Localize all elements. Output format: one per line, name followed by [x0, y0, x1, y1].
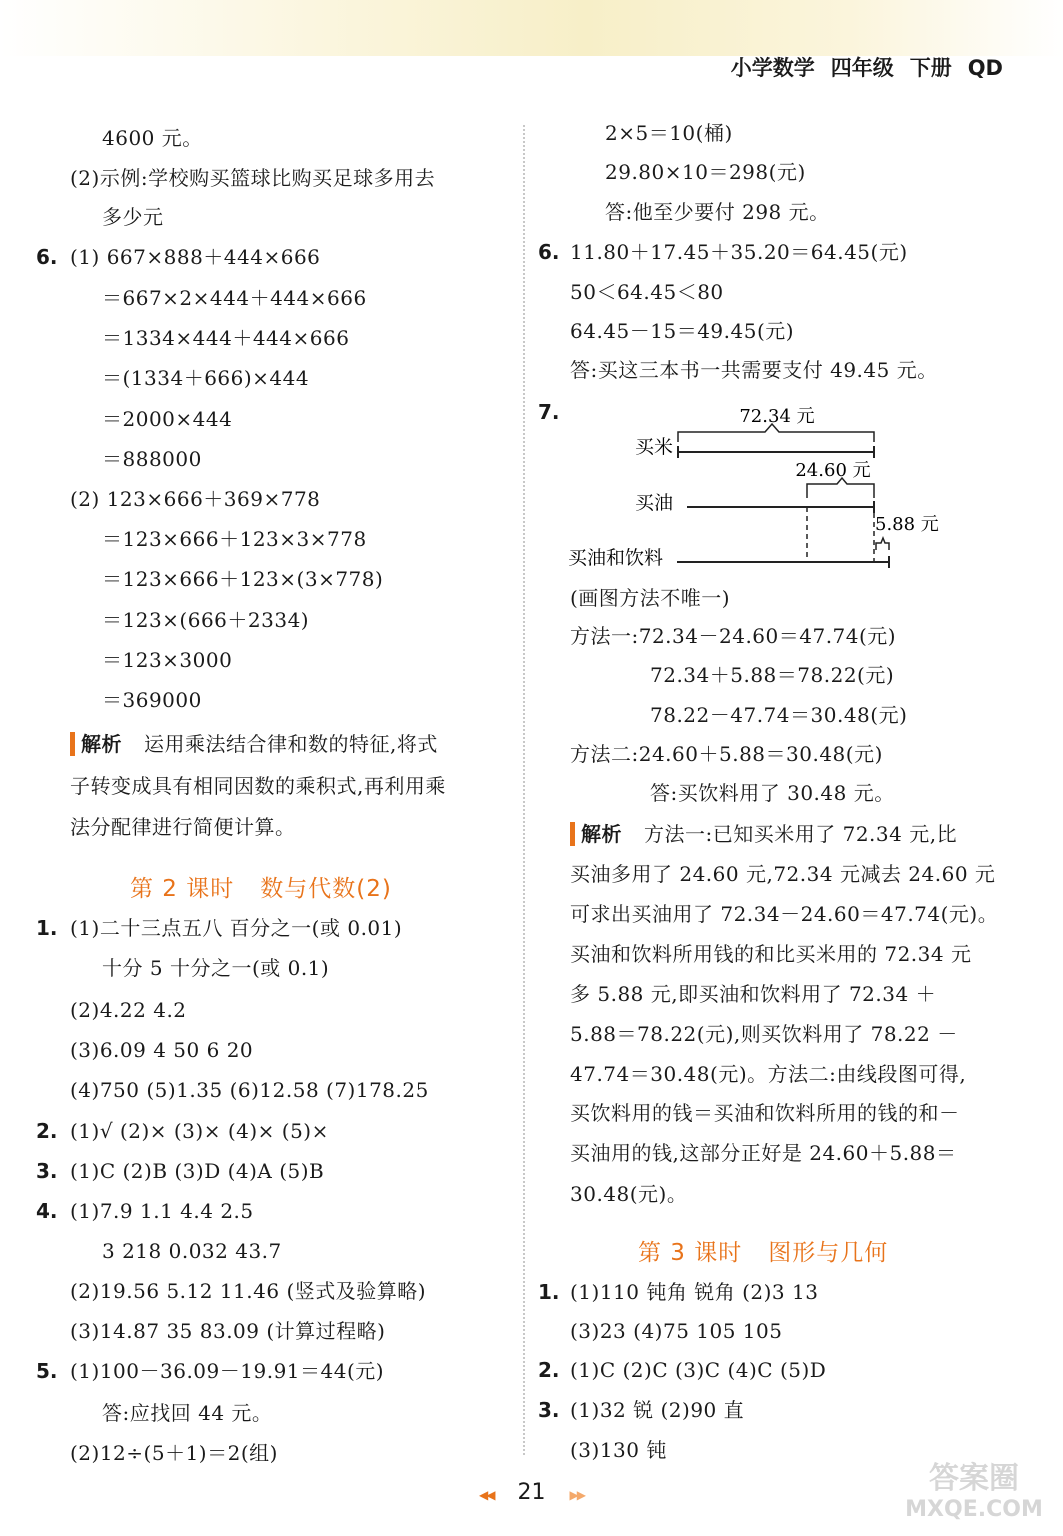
answer-line: 3 218 0.032 43.7: [102, 1239, 282, 1263]
answer-line: (3)130 钝: [570, 1438, 667, 1462]
answer-line: ＝123×666＋123×3×778: [102, 527, 367, 551]
header-band: [0, 0, 1063, 56]
page-number: 21: [517, 1480, 546, 1505]
header-subject: 小学数学: [730, 56, 815, 80]
answer-line: 答:他至少要付 298 元。: [605, 200, 830, 224]
answer-line: 4600 元。: [102, 126, 203, 150]
answer-line: ＝369000: [102, 688, 202, 712]
answer-line: (1)32 锐 (2)90 直: [570, 1398, 745, 1422]
answer-line: 方法二:24.60＋5.88＝30.48(元): [570, 742, 883, 766]
question-number: 6.: [538, 240, 560, 264]
answer-line: 答:买饮料用了 30.48 元。: [650, 781, 895, 805]
answer-line: (3)6.09 4 50 6 20: [70, 1038, 254, 1062]
answer-line: (1) 667×888＋444×666: [70, 245, 321, 269]
answer-line: ＝123×3000: [102, 648, 233, 672]
answer-line: ＝1334×444＋444×666: [102, 326, 350, 350]
answer-line: (1)100－36.09－19.91＝44(元): [70, 1359, 385, 1383]
analysis-line: 法分配律进行简便计算。: [70, 815, 296, 839]
oil-drink-label: 买油和饮料: [568, 547, 664, 569]
analysis-line: 5.88＝78.22(元),则买饮料用了 78.22 －: [570, 1022, 958, 1046]
question-number: 3.: [36, 1159, 58, 1183]
rice-label: 买米: [635, 436, 674, 458]
answer-line: ＝(1334＋666)×444: [102, 366, 310, 390]
question-number: 3.: [538, 1398, 560, 1422]
analysis-line: 30.48(元)。: [570, 1182, 688, 1206]
header-edition: QD: [967, 56, 1003, 80]
section-title: 第 2 课时 数与代数(2): [130, 876, 392, 902]
question-number: 4.: [36, 1199, 58, 1223]
answer-line: (1)C (2)C (3)C (4)C (5)D: [570, 1358, 827, 1382]
analysis-line: 解析 运用乘法结合律和数的特征,将式: [70, 730, 438, 758]
answer-line: (1)C (2)B (3)D (4)A (5)B: [70, 1159, 325, 1183]
analysis-line: 解析 方法一:已知买米用了 72.34 元,比: [570, 820, 957, 848]
analysis-line: 子转变成具有相同因数的乘积式,再利用乘: [70, 774, 446, 798]
answer-line: (2)19.56 5.12 11.46 (竖式及验算略): [70, 1279, 427, 1303]
answer-line: 答:应找回 44 元。: [102, 1401, 273, 1425]
answer-line: 方法一:72.34－24.60＝47.74(元): [570, 624, 897, 648]
analysis-line: 买油多用了 24.60 元,72.34 元减去 24.60 元: [570, 862, 996, 886]
answer-line: (1)二十三点五八 百分之一(或 0.01): [70, 916, 403, 940]
analysis-line: 买油和饮料所用钱的和比买米用的 72.34 元: [570, 942, 972, 966]
running-header: [715, 52, 1003, 82]
question-number: 2.: [36, 1119, 58, 1143]
watermark-top: 答案圈: [929, 1461, 1019, 1496]
answer-line: (3)14.87 35 83.09 (计算过程略): [70, 1319, 386, 1343]
question-number: 1.: [36, 916, 58, 940]
question-number: 1.: [538, 1280, 560, 1304]
header-volume: 下册: [909, 56, 952, 80]
answer-line: (2)示例:学校购买篮球比购买足球多用去: [70, 166, 436, 190]
analysis-line: 买饮料用的钱＝买油和饮料所用的钱的和－: [570, 1101, 960, 1125]
analysis-line: 47.74＝30.48(元)。方法二:由线段图可得,: [570, 1062, 967, 1086]
answer-line: ＝667×2×444＋444×666: [102, 286, 367, 310]
drink-diff: 5.88 元: [875, 514, 939, 535]
answer-line: (1)110 钝角 锐角 (2)3 13: [570, 1280, 819, 1304]
question-number: 5.: [36, 1359, 58, 1383]
answer-line: ＝123×666＋123×(3×778): [102, 567, 384, 591]
watermark-bottom: MXQE.COM: [905, 1497, 1043, 1522]
answer-line: ＝123×(666＋2334): [102, 608, 310, 632]
question-number: 7.: [538, 400, 560, 424]
drink-brace: [876, 538, 889, 550]
answer-line: 多少元: [102, 205, 164, 229]
section-title: 第 3 课时 图形与几何: [638, 1240, 889, 1266]
answer-line: 50＜64.45＜80: [570, 280, 724, 304]
answer-line: (2) 123×666＋369×778: [70, 487, 321, 511]
answer-line: 64.45－15＝49.45(元): [570, 319, 795, 343]
analysis-line: 多 5.88 元,即买油和饮料用了 72.34 ＋: [570, 982, 937, 1006]
analysis-label: 解析: [570, 822, 622, 846]
analysis-label: 解析: [70, 732, 122, 756]
line-segment-diagram: [565, 400, 965, 575]
answer-line: 78.22－47.74＝30.48(元): [650, 703, 908, 727]
answer-line: (画图方法不唯一): [570, 586, 731, 610]
oil-brace: [807, 478, 874, 498]
question-number: 6.: [36, 245, 58, 269]
rice-amount: 72.34 元: [739, 406, 815, 427]
analysis-line: 可求出买油用了 72.34－24.60＝47.74(元)。: [570, 902, 999, 926]
answer-line: 2×5＝10(桶): [605, 121, 733, 145]
answer-line: (4)750 (5)1.35 (6)12.58 (7)178.25: [70, 1078, 429, 1102]
answer-line: (3)23 (4)75 105 105: [570, 1319, 783, 1343]
answer-line: 11.80＋17.45＋35.20＝64.45(元): [570, 240, 908, 264]
answer-line: 72.34＋5.88＝78.22(元): [650, 663, 895, 687]
question-number: 2.: [538, 1358, 560, 1382]
answer-line: ＝888000: [102, 447, 202, 471]
watermark-logo: [899, 1454, 1049, 1524]
answer-line: (1)√ (2)× (3)× (4)× (5)×: [70, 1119, 329, 1143]
answer-line: ＝2000×444: [102, 407, 233, 431]
column-divider: [523, 125, 525, 1455]
next-arrows-icon: ▶▶: [569, 1488, 584, 1502]
answer-line: 十分 5 十分之一(或 0.1): [102, 956, 330, 980]
answer-line: (2)12÷(5＋1)＝2(组): [70, 1441, 278, 1465]
oil-label: 买油: [635, 492, 674, 514]
prev-arrows-icon: ◀◀: [479, 1488, 494, 1502]
answer-line: (2)4.22 4.2: [70, 998, 187, 1022]
analysis-line: 买油用的钱,这部分正好是 24.60＋5.88＝: [570, 1141, 957, 1165]
answer-line: (1)7.9 1.1 4.4 2.5: [70, 1199, 254, 1223]
answer-line: 29.80×10＝298(元): [605, 160, 806, 184]
header-grade: 四年级: [830, 56, 894, 80]
answer-line: 答:买这三本书一共需要支付 49.45 元。: [570, 358, 938, 382]
oil-diff: 24.60 元: [795, 460, 871, 481]
